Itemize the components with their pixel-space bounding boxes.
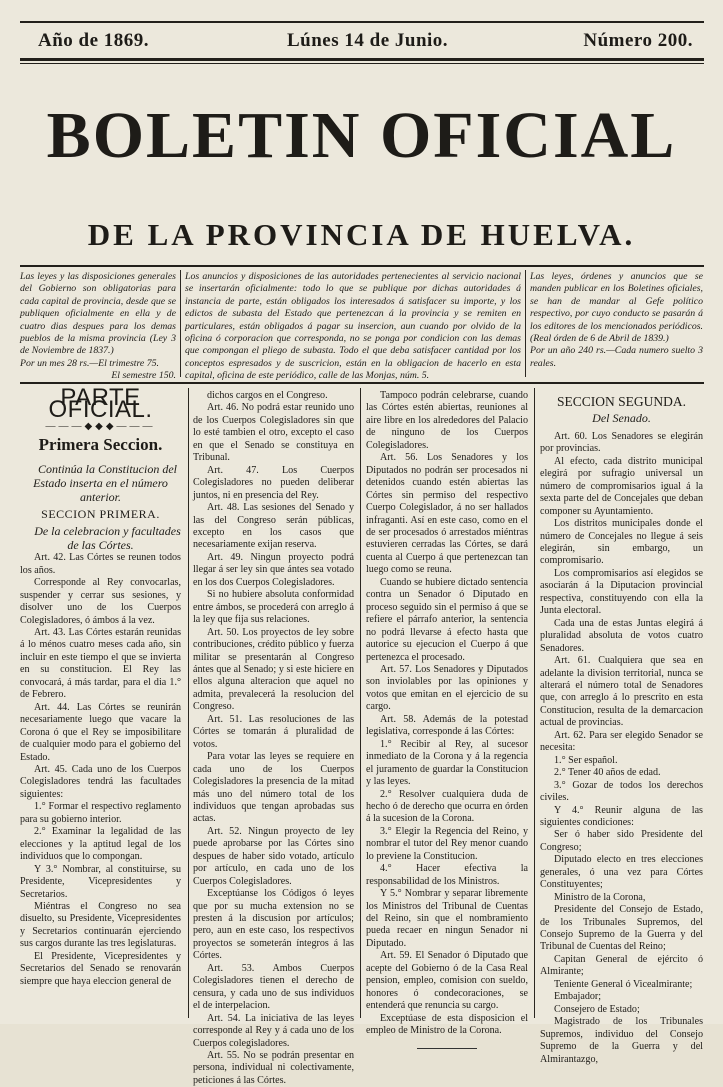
article-paragraph: Art. 44. Las Córtes se reunirán necesariamente luego que vacare la Corona ó que el Rey se imposibilitare de cualquier modo para el gobierno del Estado.: [20, 701, 181, 763]
notice-right-price: Por un año 240 rs.—Cada numero suelto 3 reales.: [530, 345, 703, 369]
article-paragraph: 2.° Resolver cualquiera duda de hecho ó de derecho que ocurra en órden á la sucesion de la Corona.: [366, 788, 528, 825]
article-paragraph: 2.° Examinar la legalidad de las elecciones y la aptitud legal de los individuos que lo compongan.: [20, 826, 181, 863]
article-paragraph: Art. 60. Los Senadores se elegirán por provincias.: [540, 430, 703, 455]
article-paragraph: Art. 54. La iniciativa de las leyes corresponde al Rey y á cada uno de los Cuerpos colegisladores.: [193, 1012, 354, 1049]
masthead-rule-thin: [20, 63, 704, 64]
column-4-body: [540, 431, 703, 1066]
masthead-rule: [20, 58, 704, 61]
column-divider-1: [188, 388, 189, 1018]
primera-seccion-heading: Primera Seccion.: [38, 435, 163, 455]
article-paragraph: 1.° Formar el respectivo reglamento para su gobierno interior.: [20, 801, 181, 825]
article-paragraph: Magistrado de los Tribunales Supremos, individuo del Consejo Supremo de la Guerra y del Almirantazgo,: [540, 1016, 703, 1065]
end-rule: [417, 1048, 477, 1049]
article-paragraph: Art. 61. Cualquiera que sea en adelante la division territorial, nunca se alterará el número total de Senadores que, con arreglo á lo prescrito en esta Constitucion, resulta de la demarcacion actual de provincias.: [540, 655, 703, 729]
article-paragraph: Tampoco podrán celebrarse, cuando las Córtes estén abiertas, reuniones al aire libre en los alrededores del Palacio de ninguno de los Cuerpos Colegisladores.: [366, 390, 528, 451]
top-rule: [20, 21, 704, 23]
notice-left-price: Por un mes 28 rs.—El trimestre 75.: [20, 357, 159, 369]
ornament: ———◆◆◆———: [45, 420, 156, 432]
article-paragraph: Ser ó haber sido Presidente del Congreso;: [540, 829, 703, 853]
article-paragraph: Los distritos municipales donde el número de Concejales no llegue á seis elegirán, sin embargo, un compromisario.: [540, 518, 703, 567]
article-paragraph: Presidente del Consejo de Estado, de los Tribunales Supremos, del Consejo Supremo de la Guerra y del Tribunal de Cuentas del Reino;: [540, 904, 703, 953]
seccion-primera-heading: SECCION PRIMERA.: [41, 506, 160, 521]
article-paragraph: Art. 56. Los Senadores y los Diputados no podrán ser procesados ni detenidos cuando estén abiertas las Córtes sin permiso del respectivo Cuerpo Colegislador, á no ser hallados infraganti. Así en este caso, como en el de ser procesados ó arrestados miéntras estuvieren cerradas las Córtes, se dará cuenta al Cuerpo á que pertenezcan tan luego como se reuna.: [366, 452, 528, 576]
article-paragraph: 3.° Gozar de todos los derechos civiles.: [540, 779, 703, 804]
article-paragraph: Al efecto, cada distrito municipal elegirá por sufragio universal un número de compromisarios igual á la sexta parte del de Concejales que deban componer su Ayuntamiento.: [540, 455, 703, 517]
article-paragraph: 3.° Elegir la Regencia del Reino, y nombrar el tutor del Rey menor cuando lo previene la Constitucion.: [366, 825, 528, 862]
article-paragraph: 1.° Ser español.: [554, 754, 618, 766]
parte-oficial-heading: PARTE OFICIAL.: [48, 384, 153, 424]
notice-center: [185, 271, 521, 381]
article-paragraph: Consejero de Estado;: [554, 1003, 640, 1015]
article-paragraph: Art. 58. Además de la potestad legislativa, corresponde á las Córtes:: [366, 713, 528, 738]
continuation-note: Continúa la Constitucion del Estado inserta en el número anterior.: [33, 461, 177, 504]
notice-divider-2: [525, 270, 526, 377]
article-paragraph: Art. 42. Las Córtes se reunen todos los años.: [20, 552, 181, 576]
article-paragraph: dichos cargos en el Congreso.: [207, 390, 328, 401]
article-paragraph: Ministro de la Corona,: [554, 891, 646, 903]
article-paragraph: Y 4.° Reunir alguna de las siguientes condiciones:: [540, 804, 703, 828]
article-paragraph: Art. 53. Ambos Cuerpos Colegisladores tienen el derecho de censura, y cada uno de sus individuos el de interpelacion.: [193, 962, 354, 1012]
article-paragraph: Para votar las leyes se requiere en cada uno de los Cuerpos Colegisladores la presencia de la mitad más uno del número total de los individuos que tengan aprobadas sus actas.: [193, 751, 354, 825]
column-divider-3: [534, 388, 535, 1018]
article-paragraph: Corresponde al Rey convocarlas, suspender y cerrar sus sesiones, y disolver uno de los Cuerpos Colegisladores, ó ámbos á la vez.: [20, 577, 181, 626]
notice-left-price-2: El semestre 150.: [111, 370, 176, 382]
article-paragraph: Art. 45. Cada uno de los Cuerpos Colegisladores tendrá las facultades siguientes:: [20, 763, 181, 800]
article-paragraph: Y 5.° Nombrar y separar libremente los Ministros del Tribunal de Cuentas del Reino, sin que el nombramiento pueda recaer en ningun Senador ni Diputado.: [366, 888, 528, 949]
column-divider-2: [360, 388, 361, 1018]
newspaper-title: BOLETIN OFICIAL: [46, 99, 677, 172]
notices-top-rule: [20, 265, 704, 267]
notice-right: [530, 271, 703, 381]
article-paragraph: Art. 52. Ningun proyecto de ley puede aprobarse por las Córtes sino despues de haber sido votado, artículo por artículo, en cada uno de los Cuerpos Colegisladores.: [193, 825, 354, 887]
section-subtitle: De la celebracion y facultades de las Córtes.: [34, 524, 181, 553]
issue-number: Número 200.: [583, 30, 693, 51]
notice-divider-1: [180, 270, 181, 377]
article-paragraph: Art. 43. Las Córtes estarán reunidas á lo ménos cuatro meses cada año, sin incluir en este tiempo el que se invierta en su constitucion. El Rey las convocará, á más tardar, para el dia 1.° de Febrero.: [20, 626, 181, 701]
article-paragraph: 2.° Tener 40 años de edad.: [554, 767, 661, 779]
article-paragraph: Art. 62. Para ser elegido Senador se necesita:: [540, 729, 703, 754]
article-paragraph: Art. 59. El Senador ó Diputado que acepte del Gobierno ó de la Casa Real pension, empleo, comision con sueldo, honores ó condecoraciones, se entenderá que renuncia su cargo.: [366, 950, 528, 1012]
article-paragraph: Art. 46. No podrá estar reunido uno de los Cuerpos Colegisladores sin que lo esté tambien el otro, excepto el caso en que el Senado se constituya en Tribunal.: [193, 402, 354, 464]
column-4: [540, 390, 703, 1065]
column-1: [20, 384, 181, 1015]
article-paragraph: 4.° Hacer efectiva la responsabilidad de los Ministros.: [366, 863, 528, 887]
column-3-body: [366, 390, 528, 1038]
article-paragraph: Exceptúase de esta disposicion el empleo de Ministro de la Corona.: [366, 1012, 528, 1037]
article-paragraph: Diputado electo en tres elecciones generales, ó una vez para Córtes Constituyentes;: [540, 854, 703, 891]
senado-subtitle: Del Senado.: [592, 411, 651, 426]
column-1-body: [20, 552, 181, 988]
column-2: [193, 390, 354, 1086]
article-paragraph: Art. 47. Los Cuerpos Colegisladores no pueden deliberar juntos, ni en presencia del Rey.: [193, 464, 354, 501]
article-paragraph: Cuando se hubiere dictado sentencia contra un Senador ó Diputado en proceso seguido sin el permiso á que se refiere el párrafo anterior, la sentencia no podrá llevarse á efecto hasta que autorice su ejecucion el Cuerpo á que pertenezca el procesado.: [366, 576, 528, 663]
article-paragraph: Exceptúanse los Códigos ó leyes que por su mucha extension no se presten á la discusion por artículos; pero, aun en este caso, los respectivos proyectos se someterán íntegros á las Córtes.: [193, 888, 354, 962]
article-paragraph: Miéntras el Congreso no sea disuelto, su Presidente, Vicepresidentes y Secretarios continuarán ejerciendo sus cargos durante las tres legislaturas.: [20, 900, 181, 950]
column-3: [366, 390, 528, 1037]
article-paragraph: Art. 57. Los Senadores y Diputados son inviolables por las opiniones y votos que emitan en el ejercicio de su cargo.: [366, 663, 528, 713]
newspaper-subtitle: DE LA PROVINCIA DE HUELVA.: [87, 217, 636, 252]
article-paragraph: Art. 49. Ningun proyecto podrá llegar á ser ley sin que ántes sea votado en los dos Cuerpos Colegisladores.: [193, 551, 354, 588]
notice-left: [20, 271, 176, 381]
article-paragraph: Art. 51. Las resoluciones de las Córtes se tomarán á pluralidad de votos.: [193, 713, 354, 750]
article-paragraph: Los compromisarios así elegidos se asociarán á la Diputacion provincial respectiva, constituyendo con ella la Junta electoral.: [540, 567, 703, 617]
notice-center-text: Los anuncios y disposiciones de las autoridades pertenecientes al servicio nacional se insertarán oficialmente: todo lo que se publique por dichas autoridades á instancia de parte, están obligados los interesados á satisfacer su importe, y los edictos de subasta del Estado que pertenezcan á la provincia y se remiten en particulares, están obligados á pagar su insercion, aun cuando por olvido de la oficina ó corporacion que corresponda, no se ponga por condicion con las demas que compongan el pliego de subasta. Todo el que deba satisfacer cantidad por los conceptos espresados y de suscricion, están en la obligacion de hacerlo en esta capital, oficina de este periódico, calle de las Monjas, núm. 5.: [185, 271, 521, 382]
article-paragraph: Cada una de estas Juntas elegirá á pluralidad absoluta de votos cuatro Senadores.: [540, 617, 703, 654]
article-paragraph: Embajador;: [554, 991, 602, 1003]
article-paragraph: Art. 50. Los proyectos de ley sobre contribuciones, crédito público y fuerza militar se presentarán al Congreso ántes que al Senado; y si este hiciere en ellos alguna alteracion que aquel no admita, prevalecerá la resolucion del Congreso.: [193, 626, 354, 713]
article-paragraph: 1.° Recibir al Rey, al sucesor inmediato de la Corona y á la regencia el juramento de guardar la Constitucion y las leyes.: [366, 738, 528, 788]
article-paragraph: Y 3.° Nombrar, al constituirse, su Presidente, Vicepresidentes y Secretarios.: [20, 863, 181, 900]
article-paragraph: El Presidente, Vicepresidentes y Secretarios del Senado se renovarán siempre que haya eleccion general de: [20, 950, 181, 987]
notice-left-text: Las leyes y las disposiciones generales del Gobierno son obligatorias para cada capital de provincia, desde que se publiquen oficialmente en ella y de cuatro dias despues para los demas pueblos de la misma provincia (Ley 3 de Noviembre de 1837.): [20, 271, 176, 357]
column-2-body: [193, 390, 354, 1087]
issue-year: Año de 1869.: [38, 30, 150, 51]
article-paragraph: Teniente General ó Vicealmirante;: [554, 978, 693, 990]
article-paragraph: Capitan General de ejército ó Almirante;: [540, 953, 703, 978]
issue-date: Lúnes 14 de Junio.: [287, 30, 449, 51]
article-paragraph: Art. 55. No se podrán presentar en persona, individual ni colectivamente, peticiones á las Córtes.: [193, 1050, 354, 1086]
article-paragraph: Art. 48. Las sesiones del Senado y las del Congreso serán públicas, excepto en los casos que necesariamente exijan reserva.: [193, 502, 354, 551]
article-paragraph: Si no hubiere absoluta conformidad entre ámbos, se procederá con arreglo á la ley que fija sus relaciones.: [193, 589, 354, 626]
notice-right-text: Las leyes, órdenes y anuncios que se manden publicar en los Boletines oficiales, se han de mandar al Gefe político respectivo, por cuyo conducto se pasarán á los editores de los mencionados periódicos. (Real órden de 6 de Abril de 1839.): [530, 271, 703, 345]
seccion-segunda-heading: SECCION SEGUNDA.: [556, 394, 686, 409]
